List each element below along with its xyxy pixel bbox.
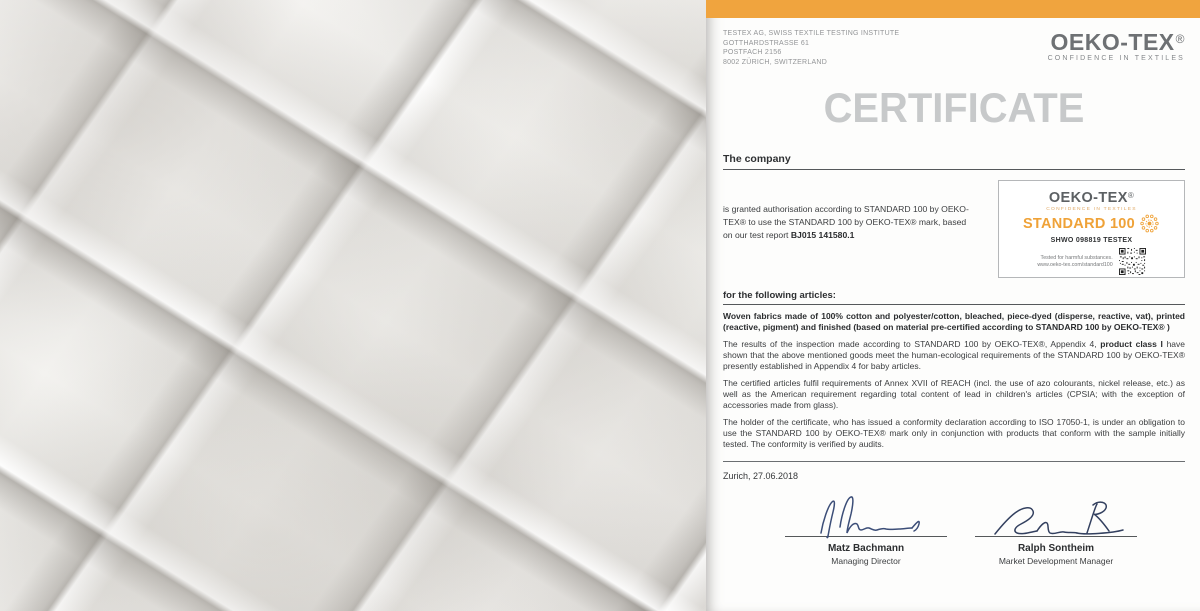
signatory-block: [975, 493, 1137, 566]
certificate-document: [706, 0, 1200, 611]
label-tested-text: [1037, 255, 1112, 269]
reach-paragraph: The certified articles fulfil requirements of Annex XVII of REACH (incl. the use of azo colourants, nickel release, etc.) as well as the American requirement regarding total content of lead in children's articles (CPSIA; with the exception of accessories made from glass).: [723, 378, 1185, 411]
authorisation-section: [723, 170, 1185, 280]
tested-line: Tested for harmful substances.: [1040, 254, 1113, 261]
signature-section: [723, 493, 1185, 566]
label-certificate-number: SHWO 098819 TESTEX: [1050, 237, 1133, 245]
inspection-text: have shown that the above mentioned goods meet the human-ecological requirements of the STANDARD 100 by OEKO-TEX® presently established in Appendix 4 for baby articles.: [723, 339, 1186, 372]
inspection-paragraph: [723, 339, 1185, 372]
label-oeko-tex-wordmark: [999, 188, 1184, 206]
issuer-line: TESTEX AG, SWISS TEXTILE TESTING INSTITUTE: [723, 30, 900, 37]
certificate-title: CERTIFICATE: [823, 84, 1085, 132]
company-heading: The company: [723, 153, 1185, 170]
signatory-title: Market Development Manager: [998, 556, 1114, 567]
signatory-block: [785, 493, 947, 566]
authorisation-text: is granted authorisation according to STANDARD 100 by OEKO-TEX® to use the STANDARD 100 by OEKO-TEX® mark, based on our test report: [723, 204, 969, 241]
place-and-date: Zurich, 27.06.2018: [723, 471, 799, 482]
orange-top-bar: [706, 0, 1200, 18]
signatory-name: Matz Bachmann: [827, 543, 905, 555]
label-url: www.oeko-tex.com/standard100: [1037, 261, 1113, 268]
label-tagline: CONFIDENCE IN TEXTILES: [1046, 207, 1137, 213]
articles-description: Woven fabrics made of 100% cotton and polyester/cotton, bleached, piece-dyed (disperse, reactive, vat), printed (reactive, pigment) and finished (based on material pre-certified according to STANDARD 100 by OEKO-TEX® ): [723, 311, 1185, 333]
label-brand-text: OEKO-TEX: [1048, 190, 1128, 207]
articles-heading: for the following articles:: [723, 290, 1185, 305]
brand-tagline: CONFIDENCE IN TEXTILES: [1047, 55, 1185, 62]
product-class: product class I: [1100, 339, 1163, 350]
signature-line: [975, 536, 1137, 537]
test-report-number: BJ015 141580.1: [790, 230, 855, 241]
brand-name-text: OEKO-TEX: [1050, 29, 1175, 55]
qr-code-icon: [1119, 248, 1146, 275]
bottom-divider: [723, 461, 1185, 462]
standard-100-text: STANDARD 100: [1022, 215, 1136, 232]
signatory-title: Managing Director: [831, 556, 901, 567]
authorisation-paragraph: [723, 203, 978, 242]
issuer-line: GOTTHARDSTRASSE 61: [723, 39, 810, 47]
registered-mark-icon: ®: [1175, 32, 1185, 46]
signature-line: [785, 536, 947, 537]
holder-paragraph: The holder of the certificate, who has issued a conformity declaration according to ISO 17050-1, is under an obligation to use the STANDARD 100 by OEKO-TEX® mark only in conjunction with products that conform with the sample initially tested. The conformity is verified by audits.: [723, 417, 1185, 450]
oeko-tex-flower-icon: [1139, 213, 1160, 234]
oeko-tex-logo: [1048, 27, 1185, 62]
signature-matz-bachmann-icon: [791, 493, 941, 539]
label-registered-mark-icon: ®: [1127, 191, 1135, 201]
signature-ralph-sontheim-icon: [981, 493, 1131, 539]
issuer-line: POSTFACH 2156: [723, 49, 782, 57]
certificate-header: [723, 27, 1185, 67]
inspection-text: The results of the inspection made according to STANDARD 100 by OEKO-TEX®, Appendix 4,: [723, 339, 1101, 350]
signatory-name: Ralph Sontheim: [1017, 543, 1095, 555]
issuer-address: [723, 27, 899, 67]
oeko-tex-wordmark: [1048, 27, 1185, 54]
issuer-line: 8002 ZÜRICH, SWITZERLAND: [723, 58, 828, 66]
standard-100-label: [998, 180, 1185, 278]
